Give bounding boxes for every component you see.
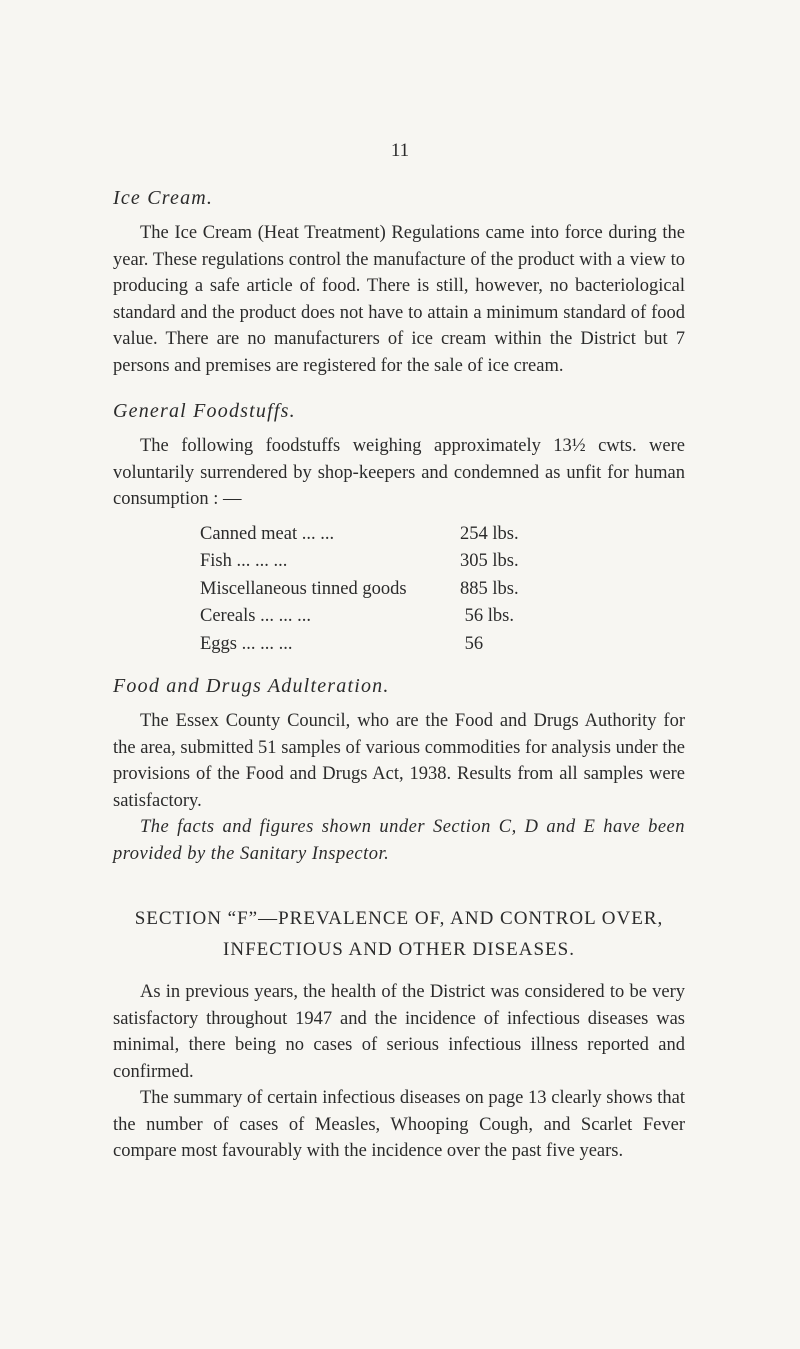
table-row — [200, 634, 519, 662]
foodstuff-name: Cereals ... ... ... — [200, 606, 311, 626]
section-f-title-line2: INFECTIOUS AND OTHER DISEASES. — [223, 939, 575, 960]
page-number: 11 — [390, 140, 410, 161]
food-drugs-heading: Food and Drugs Adulteration. — [113, 675, 390, 697]
general-foodstuffs-heading: General Foodstuffs. — [113, 400, 296, 422]
general-foodstuffs-paragraph: The following foodstuffs weighing approximately 13½ cwts. were voluntarily surrendered by shop-keepers and condemned as unfit for human consumption : — — [113, 436, 685, 509]
foodstuff-quantity: 305 lbs. — [460, 551, 519, 571]
foodstuff-name: Fish ... ... ... — [200, 551, 288, 571]
table-row — [200, 524, 519, 552]
section-f-title-line1: SECTION “F”—PREVALENCE OF, AND CONTROL OVER, — [134, 908, 664, 929]
page-content — [113, 183, 685, 1165]
table-row — [200, 579, 519, 607]
foodstuff-quantity: 56 — [460, 633, 484, 654]
foodstuff-quantity: 254 lbs. — [460, 523, 519, 544]
foodstuff-name: Canned meat ... ... — [200, 523, 335, 544]
foodstuff-quantity: 885 lbs. — [460, 578, 519, 599]
sanitary-inspector-note: The facts and figures shown under Section C, D and E have been provided by the Sanitary Inspector. — [113, 817, 685, 864]
ice-cream-heading: Ice Cream. — [113, 187, 214, 209]
food-drugs-paragraph: The Essex County Council, who are the Food and Drugs Authority for the area, submitted 51 samples of various commodities for analysis under the provisions of the Food and Drugs Act, 1938. Results from all samples were satisfactory. — [113, 711, 685, 811]
table-row — [200, 606, 519, 634]
foodstuff-quantity: 56 lbs. — [460, 606, 514, 626]
condemned-foodstuffs-table — [200, 524, 519, 662]
section-f-paragraph-1: As in previous years, the health of the District was considered to be very satisfactory throughout 1947 and the incidence of infectious diseases was minimal, there being no cases of serious infectious illness reported and confirmed. — [113, 982, 685, 1082]
foodstuff-name: Miscellaneous tinned goods — [200, 578, 407, 599]
section-f-paragraph-2: The summary of certain infectious diseases on page 13 clearly shows that the number of cases of Measles, Whooping Cough, and Scarlet Fever compare most favourably with the incidence over the past five years. — [113, 1088, 685, 1161]
ice-cream-paragraph: The Ice Cream (Heat Treatment) Regulations came into force during the year. These regulations control the manufacture of the product with a view to producing a safe article of food. There is still, however, no bacteriological standard and the product does not have to attain a minimum standard of food value. There are no manufacturers of ice cream within the District but 7 persons and premises are registered for the sale of ice cream. — [113, 223, 685, 376]
table-row — [200, 551, 519, 579]
foodstuff-name: Eggs ... ... ... — [200, 633, 293, 654]
